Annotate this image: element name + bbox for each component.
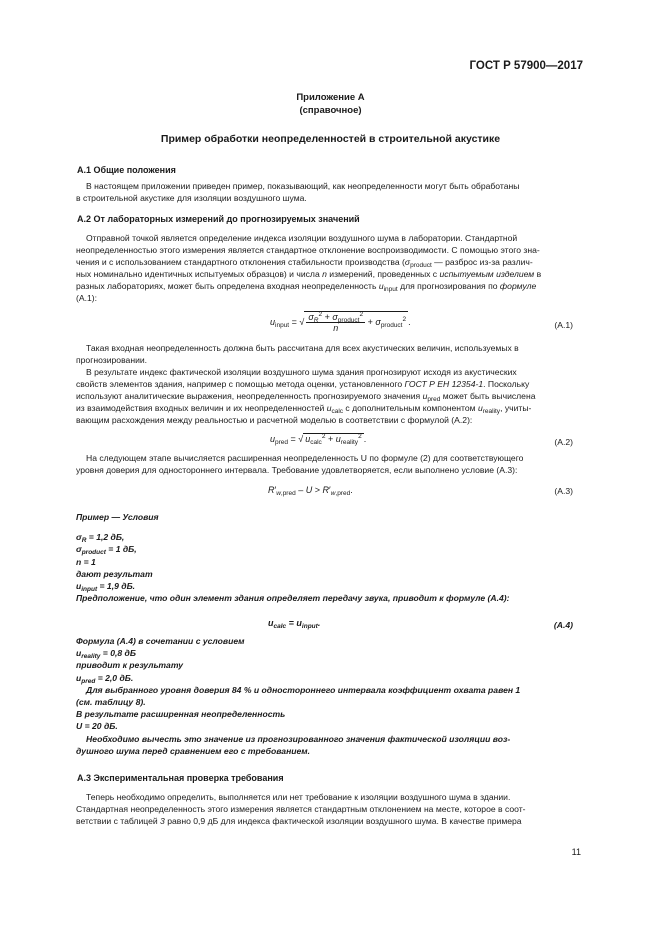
- text-line: Такая входная неопределенность должна быть рассчитана для всех акустических величин, используемых в: [86, 343, 519, 353]
- equation-a3-number: (А.3): [554, 486, 573, 496]
- text-line: ветствии с таблицей 3 равно 0,9 дБ для индекса фактической изоляции воздушного шума. В качестве примера: [76, 815, 522, 826]
- annex-heading: [0, 91, 661, 117]
- example-block: [76, 511, 586, 604]
- text-line: В результате расширенная неопределенность: [76, 709, 286, 720]
- text-line: (см. таблицу 8).: [76, 697, 146, 708]
- equation-a1: $u_{input}$ = √ $\frac{\sigma_R^2 + \sigma_{product}^2}{n}$ + $\sigma_{product}^2$ .: [270, 311, 411, 333]
- text-line: В результате индекс фактической изоляции воздушного шума здания прогнозируют исходя из акустических: [86, 367, 517, 377]
- section-a2-paragraph-4: [76, 453, 584, 477]
- text-line: Для выбранного уровня доверия 84 % и одностороннего интервала коэффициент охвата равен 1: [86, 684, 521, 695]
- section-a2-paragraph-1: [76, 233, 584, 304]
- text-line: ных номинально идентичных испытуемых образцов) и числа n измерений, проведенных с испытуемым изделием в: [76, 268, 542, 279]
- text-line: дают результат: [76, 568, 153, 579]
- section-a2-paragraph-3: [76, 367, 584, 427]
- text-line: $\sigma_{product} = 1$ дБ,: [76, 544, 137, 557]
- annex-subtitle: (справочное): [299, 105, 362, 116]
- text-line: U = 20 дБ.: [76, 721, 118, 732]
- text-line: n = 1: [76, 556, 96, 567]
- section-a2-heading: А.2 От лабораторных измерений до прогнозируемых значений: [77, 214, 360, 224]
- text-line: $\sigma_R = 1,2$ дБ,: [76, 532, 125, 545]
- equation-a4: $u_{calc} = u_{input}$.: [268, 618, 321, 630]
- text-line: $u_{reality} = 0,8$ дБ: [76, 648, 136, 661]
- text-line: Стандартная неопределенность этого измерения является стандартным отклонением на месте, которое в соот-: [76, 803, 526, 814]
- annex-title: Приложение А: [296, 92, 365, 103]
- text-line: $u_{input} = 1,9$ дБ.: [76, 581, 136, 594]
- text-line: Отправной точкой является определение индекса изоляции воздушного шума в лаборатории. Стандартной: [86, 233, 518, 243]
- text-line: Формула (А.4) в сочетании с условием: [76, 636, 245, 646]
- text-line: В настоящем приложении приведен пример, показывающий, как неопределенности могут быть обработаны: [86, 181, 520, 191]
- text-line: душного шума перед сравнением его с требованием.: [76, 745, 311, 756]
- text-line: На следующем этапе вычисляется расширенная неопределенность U по формуле (2) для соответствующего: [86, 453, 524, 463]
- text-line: $u_{pred} = 2,0$ дБ.: [76, 672, 134, 685]
- text-line: Предположение, что один элемент здания определяет передачу звука, приводит к формуле (А.4):: [76, 593, 510, 604]
- section-a3-heading: А.3 Экспериментальная проверка требования: [77, 773, 284, 783]
- text-line: приводит к результату: [76, 660, 184, 671]
- example-block-continued: [76, 635, 586, 757]
- section-a1-heading: А.1 Общие положения: [77, 165, 176, 175]
- text-line: чения и с использованием стандартного отклонения стабильности производства ($\sigma_{product}$ — разброс из-за различ-: [76, 256, 533, 269]
- equation-a3: $R'_{w,pred} - U > R'_{w,pred}$.: [268, 485, 353, 497]
- text-line: прогнозировании.: [76, 354, 148, 365]
- example-title: Пример — Условия: [76, 512, 159, 522]
- text-line: неопределенностью этого измерения является стандартное отклонение воспроизводимости. С помощью этого зна-: [76, 244, 540, 255]
- section-a2-paragraph-2: [76, 343, 584, 367]
- page-title: Пример обработки неопределенностей в строительной акустике: [160, 133, 501, 145]
- text-line: вающим расхождения между реальностью и расчетной моделью в соответствии с формулой (А.2):: [76, 414, 473, 425]
- text-line: Необходимо вычесть это значение из прогнозированного значения фактической изоляции воз-: [86, 733, 511, 744]
- page-number: 11: [571, 847, 581, 857]
- equation-a1-number: (А.1): [554, 320, 573, 330]
- section-a1-paragraph: [76, 181, 584, 205]
- text-line: в строительной акустике для изоляции воздушного шума.: [76, 192, 307, 203]
- text-line: свойств элементов здания, например с помощью метода оценки, установленного ГОСТ Р ЕН 12354-1. Поскольку: [76, 378, 530, 389]
- text-line: Теперь необходимо определить, выполняется или нет требование к изоляции воздушного шума в здании.: [86, 792, 511, 802]
- text-line: уровня доверия для одностороннего интервала. Требование удовлетворяется, если выполнено условие (А.3):: [76, 464, 518, 475]
- equation-a2-number: (А.2): [554, 437, 573, 447]
- document-code: ГОСТ Р 57900—2017: [469, 60, 583, 72]
- equation-a2: $u_{pred}$ = √ $u_{calc}^2 + u_{reality}^2$ .: [270, 433, 367, 446]
- equation-a4-number: (А.4): [553, 620, 573, 630]
- text-line: разных лабораториях, может быть определена входная неопределенность $u_{input}$ для прогнозирования по формуле: [76, 280, 537, 293]
- text-line: используют аналитические выражения, неопределенность прогнозируемого значения $u_{pred}$ может быть вычислена: [76, 390, 536, 403]
- text-line: из взаимодействия входных величин и их неопределенностей $u_{calc}$ с дополнительным компонентом $u_{reality}$, учиты-: [76, 402, 532, 415]
- section-a3-paragraph: [76, 792, 584, 828]
- text-line: (А.1):: [76, 292, 98, 303]
